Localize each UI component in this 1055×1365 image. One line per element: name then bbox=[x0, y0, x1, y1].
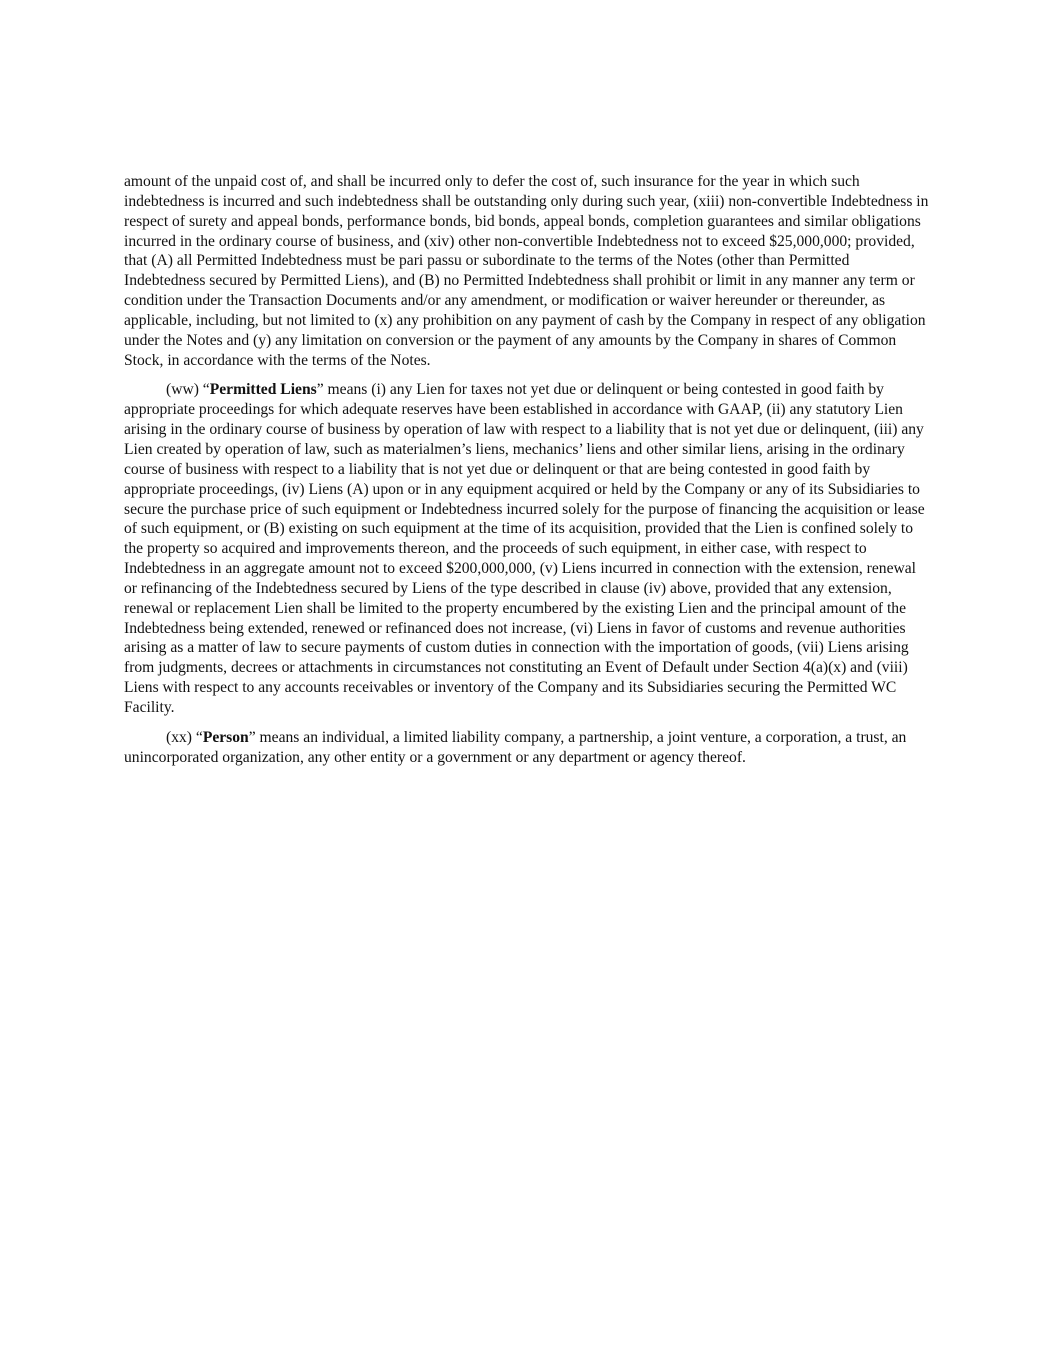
paragraph-text: amount of the unpaid cost of, and shall be incurred only to defer the cost of, such insurance for the year in which such indebtedness is incurred and such indebtedness shall be outstanding only during such year, (xiii) non-convertible Indebtedness in respect of surety and appeal bonds, performance bonds, bid bonds, appeal bonds, completion guarantees and similar obligations incurred in the ordinary course of business, and (xiv) other non-convertible Indebtedness not to exceed $25,000,000; provided, that (A) all Permitted Indebtedness must be pari passu or subordinate to the terms of the Notes (other than Permitted Indebtedness secured by Permitted Liens), and (B) no Permitted Indebtedness shall prohibit or limit in any manner any term or condition under the Transaction Documents and/or any amendment, or modification or waiver hereunder or thereunder, as applicable, including, but not limited to (x) any prohibition on any payment of cash by the Company in respect of any obligation under the Notes and (y) any limitation on conversion or the payment of any amounts by the Company in shares of Common Stock, in accordance with the terms of the Notes. bbox=[124, 173, 929, 369]
paragraph-permitted-liens bbox=[124, 380, 931, 717]
paragraph-indebtedness-continuation bbox=[124, 172, 931, 370]
document-body bbox=[124, 172, 931, 777]
clause-label: (xx) “ bbox=[166, 728, 203, 746]
paragraph-text: ” means an individual, a limited liability company, a partnership, a joint venture, a corporation, a trust, an unincorporated organization, any other entity or a government or any department or agency thereof. bbox=[124, 728, 907, 766]
clause-label: (ww) “ bbox=[166, 381, 210, 399]
defined-term-permitted-liens: Permitted Liens bbox=[209, 381, 317, 399]
defined-term-person: Person bbox=[202, 728, 249, 746]
paragraph-text: ” means (i) any Lien for taxes not yet due or delinquent or being contested in good faith by appropriate proceedings for which adequate reserves have been established in accordance with GAAP, (ii) any statutory Lien arising in the ordinary course of business by operation of law with respect to a liability that is not yet due or delinquent, (iii) any Lien created by operation of law, such as materialmen’s liens, mechanics’ liens and other similar liens, arising in the ordinary course of business with respect to a liability that is not yet due or delinquent or that are being contested in good faith by appropriate proceedings, (iv) Liens (A) upon or in any equipment acquired or held by the Company or any of its Subsidiaries to secure the purchase price of such equipment or Indebtedness incurred solely for the purpose of financing the acquisition or lease of such equipment, or (B) existing on such equipment at the time of its acquisition, provided that the Lien is confined solely to the property so acquired and improvements thereon, and the proceeds of such equipment, in either case, with respect to Indebtedness in an aggregate amount not to exceed $200,000,000, (v) Liens incurred in connection with the extension, renewal or refinancing of the Indebtedness secured by Liens of the type described in clause (iv) above, provided that any extension, renewal or replacement Lien shall be limited to the property encumbered by the existing Lien and the principal amount of the Indebtedness being extended, renewed or refinanced does not increase, (vi) Liens in favor of customs and revenue authorities arising as a matter of law to secure payments of custom duties in connection with the importation of goods, (vii) Liens arising from judgments, decrees or attachments in circumstances not constituting an Event of Default under Section 4(a)(x) and (viii) Liens with respect to any accounts receivables or inventory of the Company and its Subsidiaries securing the Permitted WC Facility. bbox=[124, 381, 925, 716]
paragraph-person bbox=[124, 728, 931, 768]
